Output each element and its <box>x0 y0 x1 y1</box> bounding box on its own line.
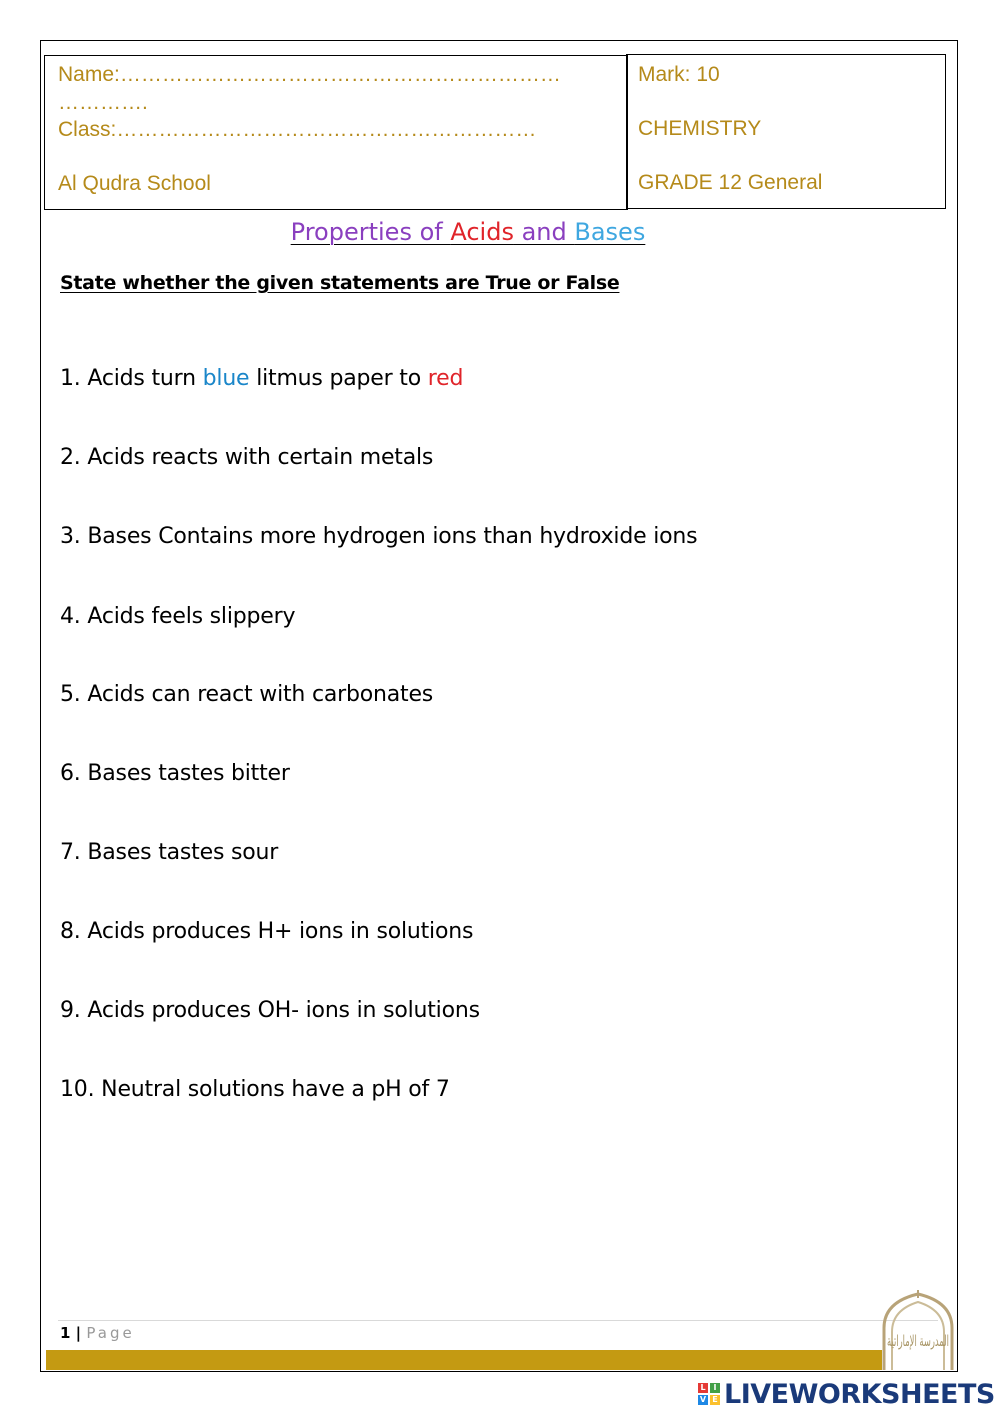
name-field-continuation: …………. <box>58 91 148 114</box>
title-part-bases: Bases <box>574 218 646 246</box>
question-2: 2. Acids reacts with certain metals <box>60 445 434 470</box>
liveworksheets-brand: LIVEWORKSHEETS <box>724 1378 995 1410</box>
question-7: 7. Bases tastes sour <box>60 840 279 865</box>
question-1-prefix: 1. Acids turn <box>60 366 203 391</box>
question-9: 9. Acids produces OH- ions in solutions <box>60 998 480 1023</box>
page-number <box>60 1324 135 1342</box>
mark-label: Mark: 10 <box>638 63 720 86</box>
instruction-text: State whether the given statements are True or False <box>60 272 620 294</box>
title-part-properties: Properties of <box>290 218 451 246</box>
question-1 <box>60 366 463 391</box>
worksheet-title <box>0 218 936 246</box>
liveworksheets-logo-icon: L I V E <box>698 1383 720 1405</box>
school-logo-icon <box>878 1290 958 1375</box>
question-1-red-word: red <box>427 366 464 391</box>
class-field[interactable]: Class:…………………………………………………… <box>58 118 537 141</box>
question-10: 10. Neutral solutions have a pH of 7 <box>60 1077 450 1102</box>
page-number-separator: | <box>70 1324 87 1342</box>
footer-gold-bar <box>46 1350 882 1370</box>
footer-divider <box>58 1320 938 1321</box>
title-part-and: and <box>513 218 575 246</box>
question-6: 6. Bases tastes bitter <box>60 761 290 786</box>
liveworksheets-logo[interactable] <box>698 1376 995 1412</box>
question-8: 8. Acids produces H+ ions in solutions <box>60 919 474 944</box>
page-number-value: 1 <box>60 1324 71 1342</box>
question-1-mid: litmus paper to <box>249 366 428 391</box>
name-field[interactable]: Name:……………………………………………………… <box>58 63 561 86</box>
question-5: 5. Acids can react with carbonates <box>60 682 434 707</box>
school-name: Al Qudra School <box>58 172 211 195</box>
grade-label: GRADE 12 General <box>638 171 823 194</box>
subject-label: CHEMISTRY <box>638 117 762 140</box>
school-logo-text: المدرسة الإماراتية <box>887 1332 949 1350</box>
question-4: 4. Acids feels slippery <box>60 604 296 629</box>
question-1-blue-word: blue <box>202 366 250 391</box>
page-word: Page <box>86 1324 135 1342</box>
title-part-acids: Acids <box>450 218 514 246</box>
question-3: 3. Bases Contains more hydrogen ions than hydroxide ions <box>60 524 698 549</box>
